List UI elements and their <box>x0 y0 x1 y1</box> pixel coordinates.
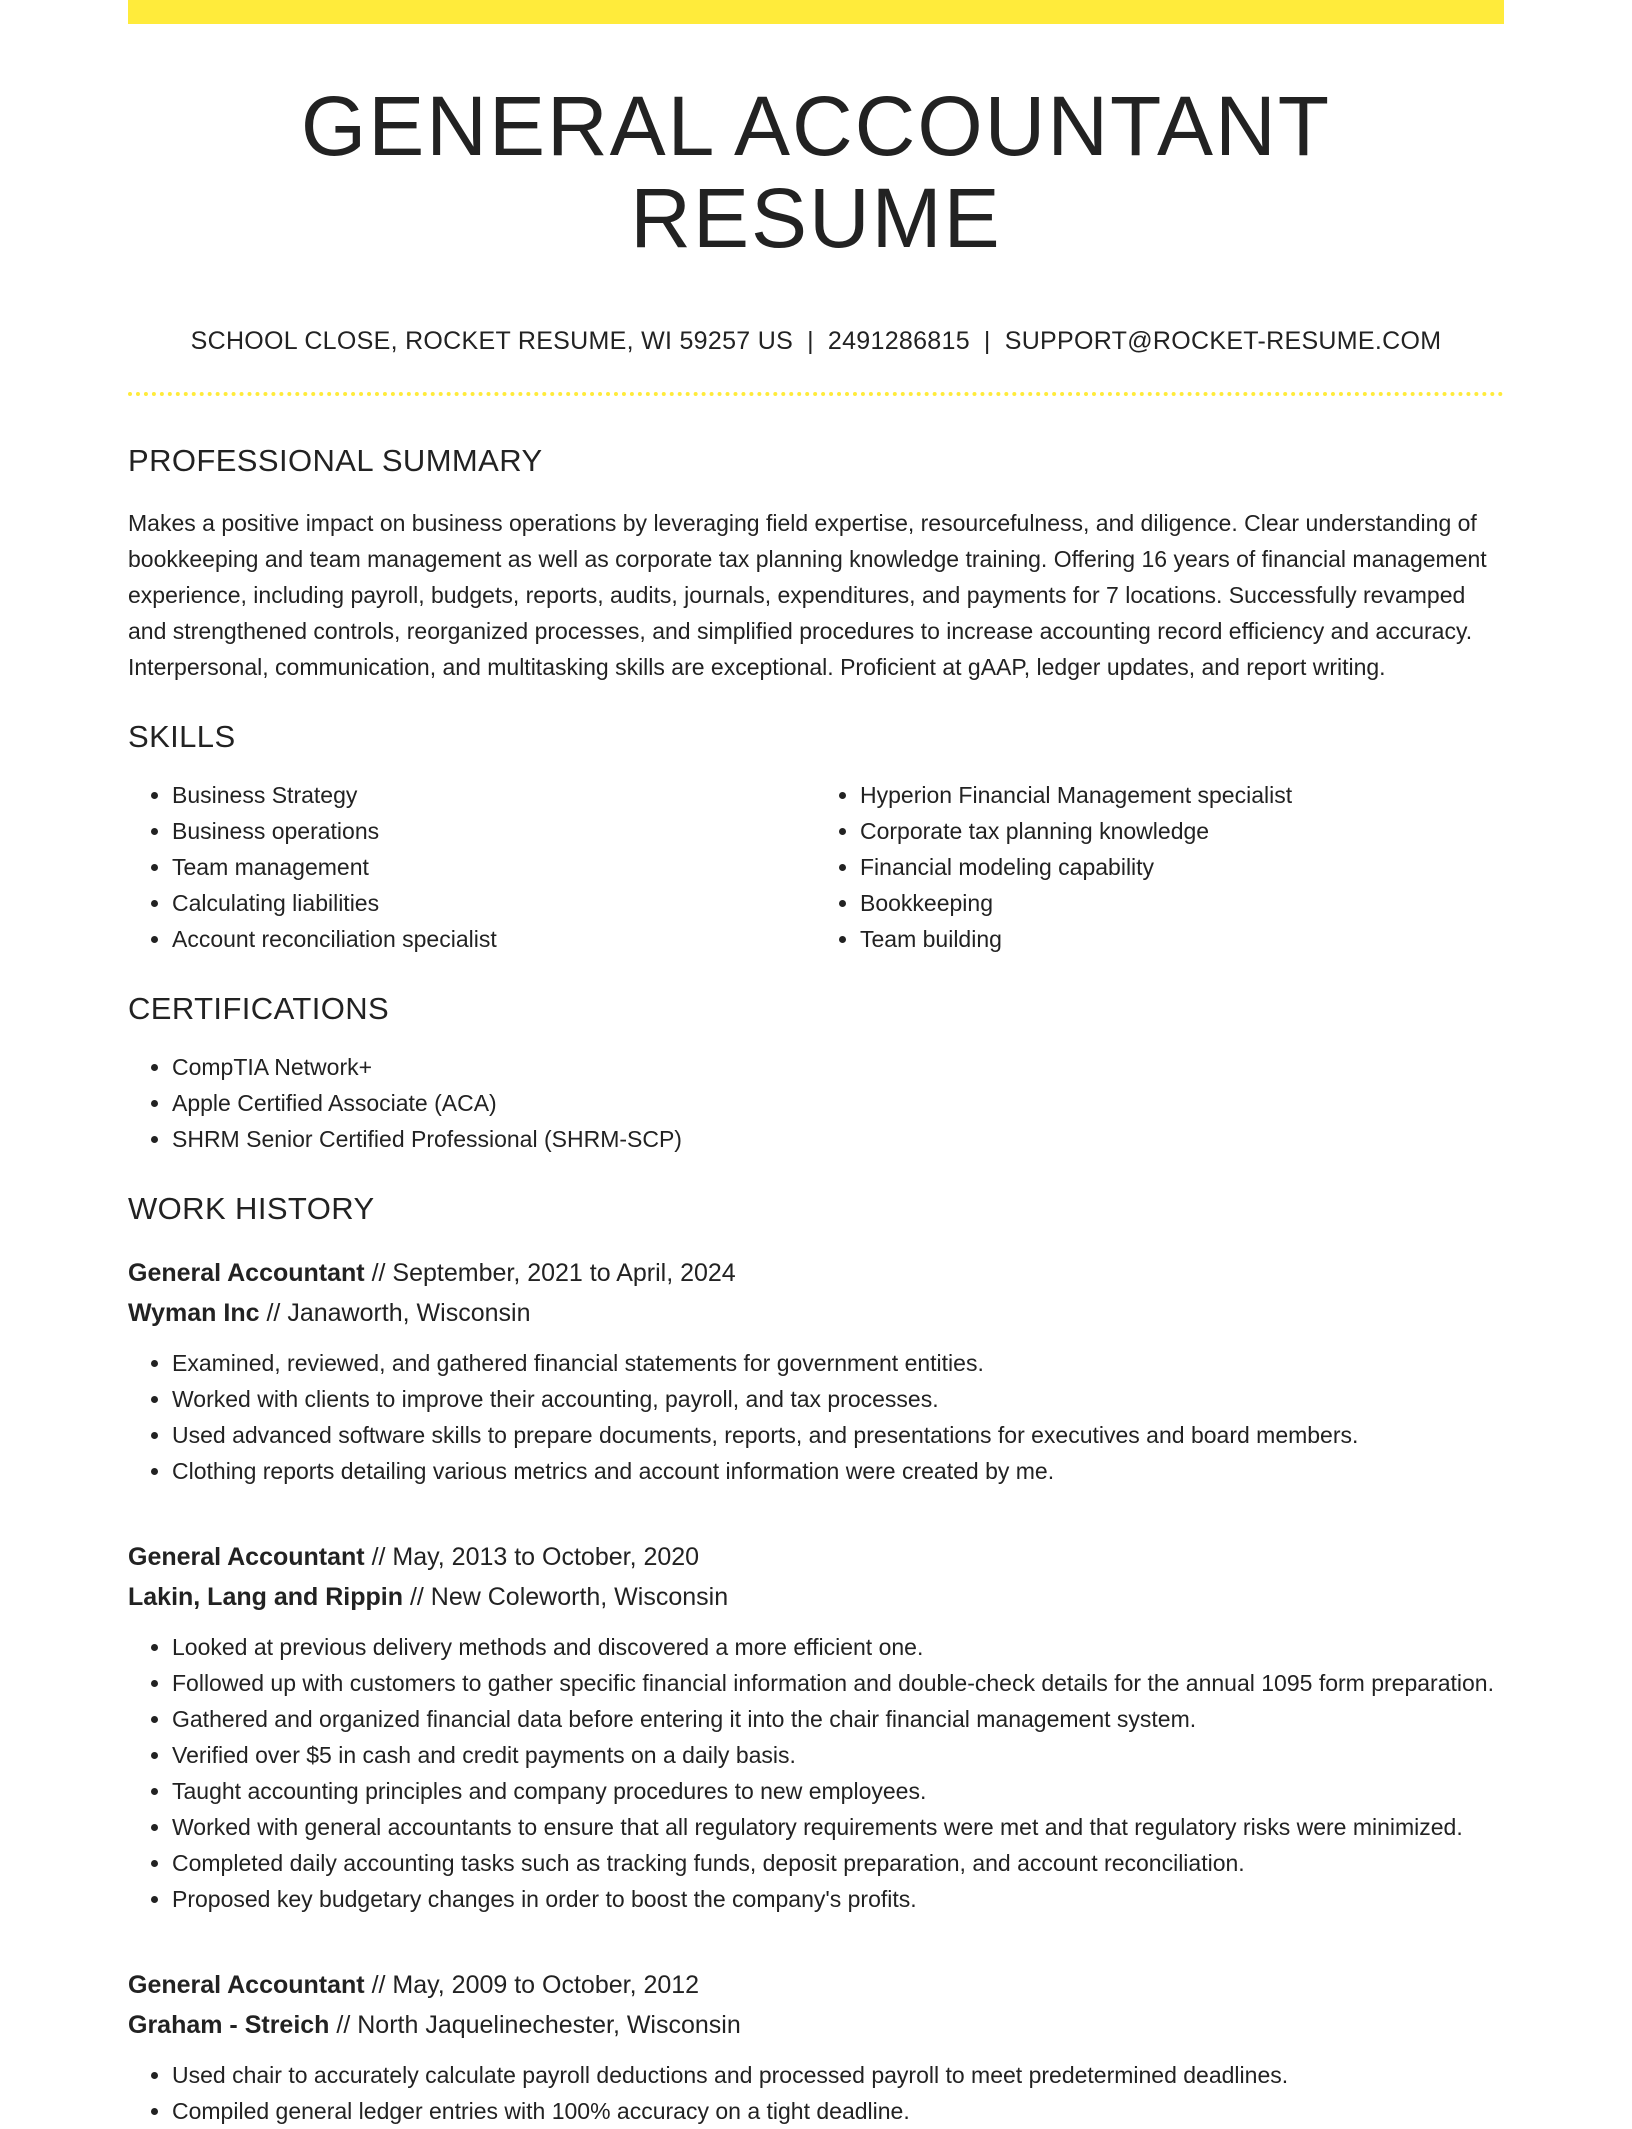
skill-item: • Business Strategy <box>172 777 816 813</box>
job-bullet: • Used advanced software skills to prepare documents, reports, and presentations for executives and board members. <box>172 1417 1504 1453</box>
job-dates: // May, 2009 to October, 2012 <box>364 1970 700 1999</box>
job-role: General Accountant <box>128 1542 365 1571</box>
job-bullet: • Examined, reviewed, and gathered financial statements for government entities. <box>172 1345 1504 1381</box>
job-company-line <box>128 1577 1504 1617</box>
dotted-divider <box>128 392 1504 396</box>
job-company-line <box>128 2005 1504 2045</box>
job-bullets <box>128 1629 1504 1917</box>
job-title-line <box>128 1965 1504 2005</box>
job-dates: // September, 2021 to April, 2024 <box>364 1258 736 1287</box>
job-bullet: • Looked at previous delivery methods and discovered a more efficient one. <box>172 1629 1504 1665</box>
job-bullet: • Clothing reports detailing various metrics and account information were created by me. <box>172 1453 1504 1489</box>
skill-item: • Bookkeeping <box>860 885 1504 921</box>
job-bullet: • Compiled general ledger entries with 100% accuracy on a tight deadline. <box>172 2093 1504 2129</box>
skill-item: • Calculating liabilities <box>172 885 816 921</box>
summary-heading: PROFESSIONAL SUMMARY <box>128 442 543 478</box>
job-location: // Janaworth, Wisconsin <box>259 1298 531 1327</box>
job-bullet: • Used chair to accurately calculate payroll deductions and processed payroll to meet predetermined deadlines. <box>172 2057 1504 2093</box>
job-dates: // May, 2013 to October, 2020 <box>364 1542 700 1571</box>
job-company: Lakin, Lang and Rippin <box>128 1582 403 1611</box>
skill-item: • Team management <box>172 849 816 885</box>
skill-item: • Hyperion Financial Management specialist <box>860 777 1504 813</box>
skill-item: • Account reconciliation specialist <box>172 921 816 957</box>
job-title-line <box>128 1253 1504 1293</box>
job-bullets <box>128 2057 1504 2129</box>
certifications-heading: CERTIFICATIONS <box>128 990 390 1026</box>
contact-separator: | <box>807 326 814 355</box>
job-location: // North Jaquelinechester, Wisconsin <box>329 2010 741 2039</box>
job-company-line <box>128 1293 1504 1333</box>
job-company: Wyman Inc <box>128 1298 260 1327</box>
skill-item: • Team building <box>860 921 1504 957</box>
skill-item: • Corporate tax planning knowledge <box>860 813 1504 849</box>
job-company: Graham - Streich <box>128 2010 330 2039</box>
job-title-line <box>128 1537 1504 1577</box>
certification-item: • Apple Certified Associate (ACA) <box>172 1085 1504 1121</box>
job-bullet: • Taught accounting principles and company procedures to new employees. <box>172 1773 1504 1809</box>
job-entry <box>128 1965 1504 2129</box>
job-entry <box>128 1253 1504 1489</box>
certification-item: • CompTIA Network+ <box>172 1049 1504 1085</box>
certifications-list <box>128 1049 1504 1157</box>
work-history-heading: WORK HISTORY <box>128 1190 375 1226</box>
job-bullet: • Worked with general accountants to ensure that all regulatory requirements were met and that regulatory risks were minimized. <box>172 1809 1504 1845</box>
job-role: General Accountant <box>128 1258 365 1287</box>
job-bullet: • Proposed key budgetary changes in order to boost the company's profits. <box>172 1881 1504 1917</box>
contact-separator: | <box>983 326 991 355</box>
summary-text: Makes a positive impact on business operations by leveraging field expertise, resourcefulness, and diligence. Clear understanding of bookkeeping and team management as well as corporate tax planning knowledge training. Offering 16 years of financial management experience, including payroll, budgets, reports, audits, journals, expenditures, and payments for 7 locations. Successfully revamped and strengthened controls, reorganized processes, and simplified procedures to increase accounting record efficiency and accuracy. Interpersonal, communication, and multitasking skills are exceptional. Proficient at gAAP, ledger updates, and report writing. <box>128 509 1487 680</box>
contact-email: SUPPORT@ROCKET-RESUME.COM <box>1004 326 1442 355</box>
resume-title: GENERAL ACCOUNTANT RESUME <box>300 79 1332 266</box>
job-location: // New Coleworth, Wisconsin <box>403 1582 729 1611</box>
contact-phone: 2491286815 <box>827 326 970 355</box>
resume-page <box>128 0 1504 2129</box>
job-bullet: • Worked with clients to improve their accounting, payroll, and tax processes. <box>172 1381 1504 1417</box>
skills-list-right <box>816 777 1504 957</box>
skills-heading: SKILLS <box>128 718 236 754</box>
certification-item: • SHRM Senior Certified Professional (SHRM-SCP) <box>172 1121 1504 1157</box>
job-bullet: • Gathered and organized financial data before entering it into the chair financial management system. <box>172 1701 1504 1737</box>
job-bullet: • Verified over $5 in cash and credit payments on a daily basis. <box>172 1737 1504 1773</box>
job-bullets <box>128 1345 1504 1489</box>
skills-columns <box>128 777 1504 957</box>
skill-item: • Business operations <box>172 813 816 849</box>
contact-line <box>128 327 1504 356</box>
skills-list-left <box>128 777 816 957</box>
accent-top-bar <box>128 0 1504 24</box>
job-bullet: • Followed up with customers to gather specific financial information and double-check details for the annual 1095 form preparation. <box>172 1665 1504 1701</box>
job-entry <box>128 1537 1504 1917</box>
contact-address: SCHOOL CLOSE, ROCKET RESUME, WI 59257 US <box>190 326 794 355</box>
job-role: General Accountant <box>128 1970 365 1999</box>
skill-item: • Financial modeling capability <box>860 849 1504 885</box>
job-bullet: • Completed daily accounting tasks such as tracking funds, deposit preparation, and account reconciliation. <box>172 1845 1504 1881</box>
